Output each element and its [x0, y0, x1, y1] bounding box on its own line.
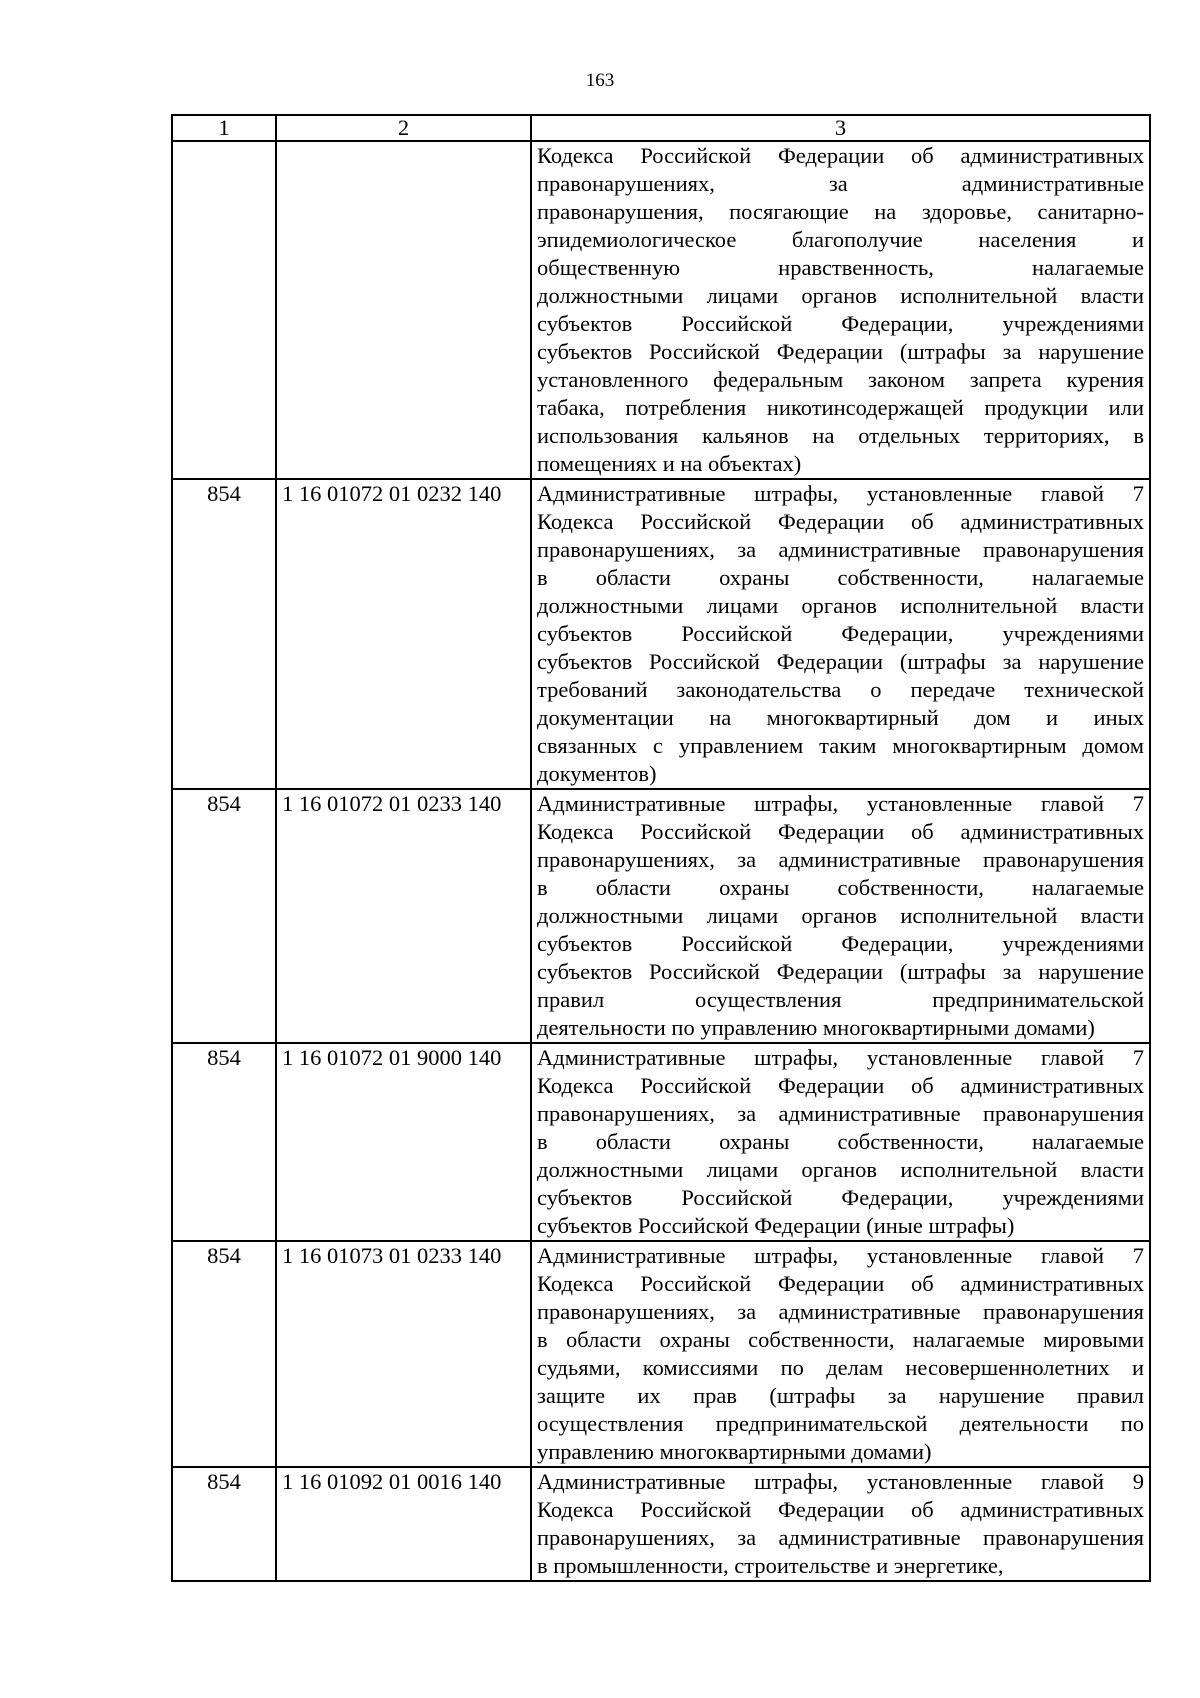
description-line: в области охраны собственности, налагаемые мировыми: [537, 1327, 1144, 1352]
description-line: правонарушениях, за административные правонарушения: [537, 847, 1144, 872]
description-line: табака, потребления никотинсодержащей продукции или: [537, 395, 1144, 420]
table-row: [172, 479, 1150, 789]
description-line: судьями, комиссиями по делам несовершеннолетних и: [537, 1355, 1144, 1380]
description-line: правонарушения, посягающие на здоровье, санитарно-: [537, 199, 1144, 224]
description-line: должностными лицами органов исполнительной власти: [537, 593, 1144, 618]
revenue-description-cell: [531, 1043, 1150, 1241]
description-line: правонарушениях, за административные правонарушения: [537, 1525, 1144, 1550]
budget-classification-code-cell: 1 16 01072 01 9000 140: [276, 1043, 531, 1241]
revenue-description-cell: [531, 141, 1150, 479]
description-line: субъектов Российской Федерации, учреждениями: [537, 311, 1144, 336]
revenue-description-cell: [531, 789, 1150, 1043]
description-line: Административные штрафы, установленные главой 7: [537, 1243, 1144, 1268]
description-line: субъектов Российской Федерации (иные штрафы): [537, 1213, 1015, 1238]
column-number-header-row: [172, 115, 1150, 141]
description-line: правонарушениях, за административные: [537, 171, 1144, 196]
admin-code-cell: 854: [172, 1467, 276, 1581]
description-line: субъектов Российской Федерации, учреждениями: [537, 931, 1144, 956]
description-line: субъектов Российской Федерации (штрафы за нарушение: [537, 649, 1144, 674]
table-row: [172, 789, 1150, 1043]
page-number: 163: [585, 70, 615, 91]
budget-classification-code-cell: [276, 141, 531, 479]
admin-code-cell: 854: [172, 1043, 276, 1241]
description-line: Кодекса Российской Федерации об административных: [537, 509, 1144, 534]
description-line: осуществления предпринимательской деятельности по: [537, 1411, 1144, 1436]
description-line: в области охраны собственности, налагаемые: [537, 875, 1144, 900]
budget-classification-code-cell: 1 16 01072 01 0233 140: [276, 789, 531, 1043]
description-line: Административные штрафы, установленные главой 7: [537, 791, 1144, 816]
budget-classification-code-cell: 1 16 01072 01 0232 140: [276, 479, 531, 789]
column-number-header-3: 3: [531, 115, 1150, 141]
description-line: правонарушениях, за административные правонарушения: [537, 1299, 1144, 1324]
description-line: Административные штрафы, установленные главой 9: [537, 1469, 1144, 1494]
description-line: документации на многоквартирный дом и иных: [537, 705, 1144, 730]
description-line: Кодекса Российской Федерации об административных: [537, 1271, 1144, 1296]
table-row: [172, 1043, 1150, 1241]
revenue-description-cell: [531, 1241, 1150, 1467]
revenue-description-cell: [531, 1467, 1150, 1581]
table-row: [172, 1467, 1150, 1581]
budget-classification-code-cell: 1 16 01073 01 0233 140: [276, 1241, 531, 1467]
description-line: Кодекса Российской Федерации об административных: [537, 1497, 1144, 1522]
description-line: должностными лицами органов исполнительной власти: [537, 1157, 1144, 1182]
description-line: установленного федеральным законом запрета курения: [537, 367, 1144, 392]
admin-code-cell: 854: [172, 1241, 276, 1467]
description-line: субъектов Российской Федерации (штрафы за нарушение: [537, 339, 1144, 364]
description-line: Кодекса Российской Федерации об административных: [537, 143, 1144, 168]
description-line: правонарушениях, за административные правонарушения: [537, 537, 1144, 562]
description-line: Административные штрафы, установленные главой 7: [537, 481, 1144, 506]
description-line: субъектов Российской Федерации (штрафы за нарушение: [537, 959, 1144, 984]
admin-code-cell: 854: [172, 479, 276, 789]
description-line: должностными лицами органов исполнительной власти: [537, 903, 1144, 928]
admin-code-cell: [172, 141, 276, 479]
description-line: Административные штрафы, установленные главой 7: [537, 1045, 1144, 1070]
description-line: должностными лицами органов исполнительной власти: [537, 283, 1144, 308]
description-line: деятельности по управлению многоквартирными домами): [537, 1015, 1095, 1040]
description-line: Кодекса Российской Федерации об административных: [537, 1073, 1144, 1098]
column-number-header-2: 2: [276, 115, 531, 141]
description-line: эпидемиологическое благополучие населения и: [537, 227, 1144, 252]
description-line: требований законодательства о передаче технической: [537, 677, 1144, 702]
description-line: документов): [537, 761, 657, 786]
table-row: [172, 141, 1150, 479]
description-line: субъектов Российской Федерации, учреждениями: [537, 1185, 1144, 1210]
description-line: в области охраны собственности, налагаемые: [537, 565, 1144, 590]
admin-code-cell: 854: [172, 789, 276, 1043]
description-line: защите их прав (штрафы за нарушение правил: [537, 1383, 1144, 1408]
description-line: Кодекса Российской Федерации об административных: [537, 819, 1144, 844]
description-line: использования кальянов на отдельных территориях, в: [537, 423, 1144, 448]
description-line: в области охраны собственности, налагаемые: [537, 1129, 1144, 1154]
revenue-description-cell: [531, 479, 1150, 789]
budget-code-table: [171, 114, 1151, 1582]
description-line: в промышленности, строительстве и энергетике,: [537, 1553, 1004, 1578]
description-line: общественную нравственность, налагаемые: [537, 255, 1144, 280]
description-line: связанных с управлением таким многоквартирным домом: [537, 733, 1144, 758]
column-number-header-1: 1: [172, 115, 276, 141]
description-line: правонарушениях, за административные правонарушения: [537, 1101, 1144, 1126]
budget-classification-code-cell: 1 16 01092 01 0016 140: [276, 1467, 531, 1581]
description-line: правил осуществления предпринимательской: [537, 987, 1144, 1012]
description-line: субъектов Российской Федерации, учреждениями: [537, 621, 1144, 646]
table-row: [172, 1241, 1150, 1467]
description-line: помещениях и на объектах): [537, 451, 802, 476]
description-line: управлению многоквартирными домами): [537, 1439, 932, 1464]
